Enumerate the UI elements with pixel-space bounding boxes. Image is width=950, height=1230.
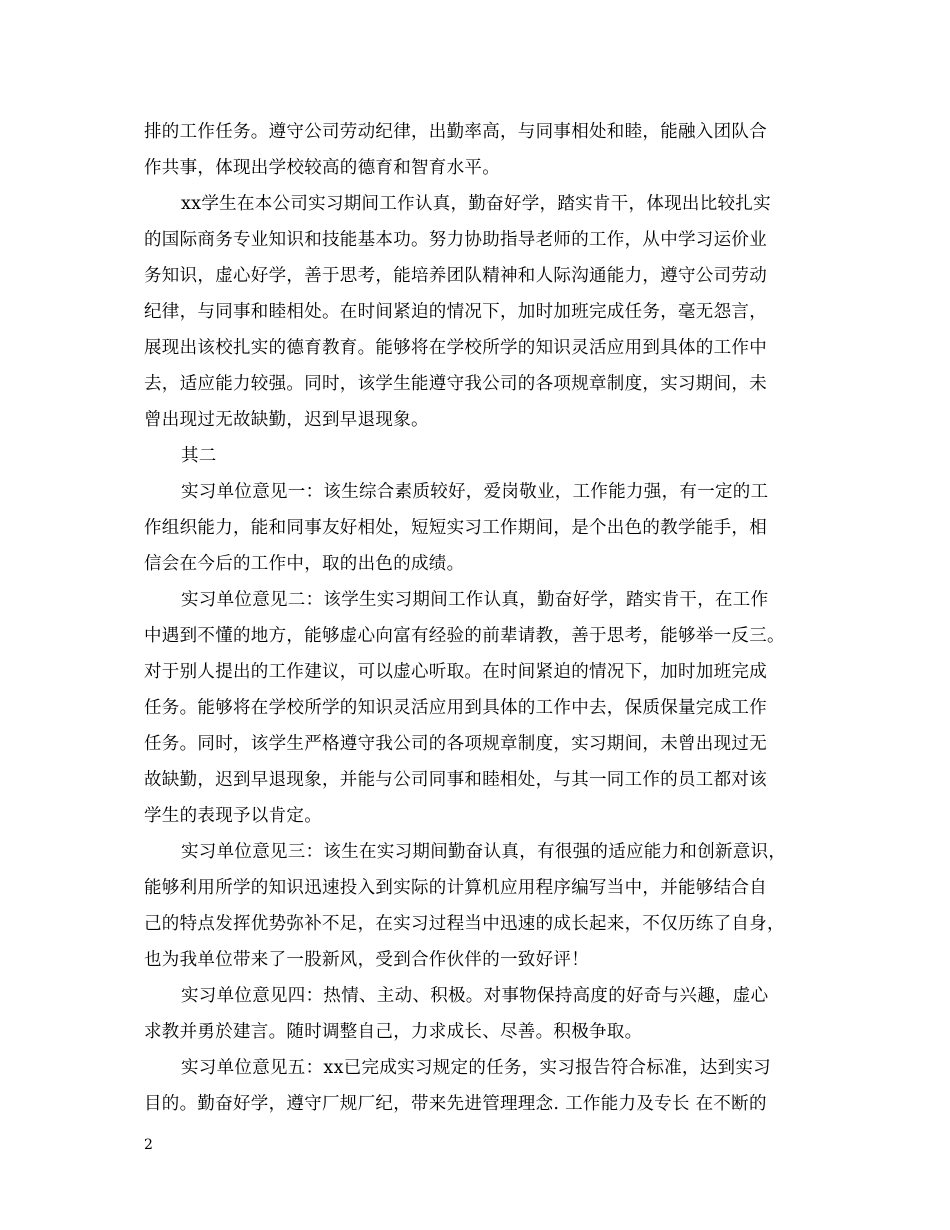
text-line: 目的。勤奋好学，遵守厂规厂纪，带来先进管理理念. 工作能力及专长 在不断的: [144, 1094, 767, 1114]
text-line: 排的工作任务。遵守公司劳动纪律，出勤率高，与同事相处和睦，能融入团队合: [144, 122, 767, 142]
text-line: 作组织能力，能和同事友好相处，短短实习工作期间，是个出色的教学能手，相: [144, 518, 767, 538]
text-line: 纪律，与同事和睦相处。在时间紧迫的情况下，加时加班完成任务，毫无怨言，: [144, 302, 767, 322]
paragraph-start-line: xx学生在本公司实习期间工作认真，勤奋好学，踏实肯干，体现出比较扎实: [181, 194, 771, 214]
text-line: 己的特点发挥优势弥补不足，在实习过程当中迅速的成长起来，不仅历练了自身，: [144, 914, 785, 934]
paragraph-start-line: 实习单位意见三：该生在实习期间勤奋认真，有很强的适应能力和创新意识，: [181, 842, 787, 862]
text-line: 展现出该校扎实的德育教育。能够将在学校所学的知识灵活应用到具体的工作中: [144, 338, 767, 358]
text-line: 任务。同时，该学生严格遵守我公司的各项规章制度，实习期间，未曾出现过无: [144, 734, 767, 754]
section-heading: 其二: [181, 446, 217, 466]
text-line: 故缺勤，迟到早退现象，并能与公司同事和睦相处，与其一同工作的员工都对该: [144, 770, 767, 790]
paragraph-start-line: 实习单位意见四：热情、主动、积极。对事物保持高度的好奇与兴趣，虚心: [181, 986, 769, 1006]
text-line: 中遇到不懂的地方，能够虚心向富有经验的前辈请教，善于思考，能够举一反三。: [144, 626, 785, 646]
text-line: 也为我单位带来了一股新风，受到合作伙伴的一致好评！: [144, 950, 589, 970]
text-line: 对于别人提出的工作建议，可以虚心听取。在时间紧迫的情况下，加时加班完成: [144, 662, 767, 682]
text-line: 能够利用所学的知识迅速投入到实际的计算机应用程序编写当中，并能够结合自: [144, 878, 767, 898]
page-number: 2: [144, 1137, 153, 1153]
paragraph-start-line: 实习单位意见五：xx已完成实习规定的任务，实习报告符合标准，达到实习: [181, 1058, 771, 1078]
text-line: 曾出现过无故缺勤，迟到早退现象。: [144, 410, 429, 430]
text-line: 去，适应能力较强。同时，该学生能遵守我公司的各项规章制度，实习期间，未: [144, 374, 767, 394]
text-line: 信会在今后的工作中，取的出色的成绩。: [144, 554, 465, 574]
text-line: 学生的表现予以肯定。: [144, 806, 322, 826]
paragraph-start-line: 实习单位意见二：该学生实习期间工作认真，勤奋好学，踏实肯干，在工作: [181, 590, 769, 610]
text-line: 务知识，虚心好学，善于思考，能培养团队精神和人际沟通能力，遵守公司劳动: [144, 266, 767, 286]
text-line: 求教并勇於建言。随时调整自己，力求成长、尽善。积极争取。: [144, 1022, 643, 1042]
text-line: 的国际商务专业知识和技能基本功。努力协助指导老师的工作，从中学习运价业: [144, 230, 767, 250]
text-line: 作共事，体现出学校较高的德育和智育水平。: [144, 158, 500, 178]
text-line: 任务。能够将在学校所学的知识灵活应用到具体的工作中去，保质保量完成工作: [144, 698, 767, 718]
paragraph-start-line: 实习单位意见一：该生综合素质较好，爱岗敬业，工作能力强，有一定的工: [181, 482, 769, 502]
